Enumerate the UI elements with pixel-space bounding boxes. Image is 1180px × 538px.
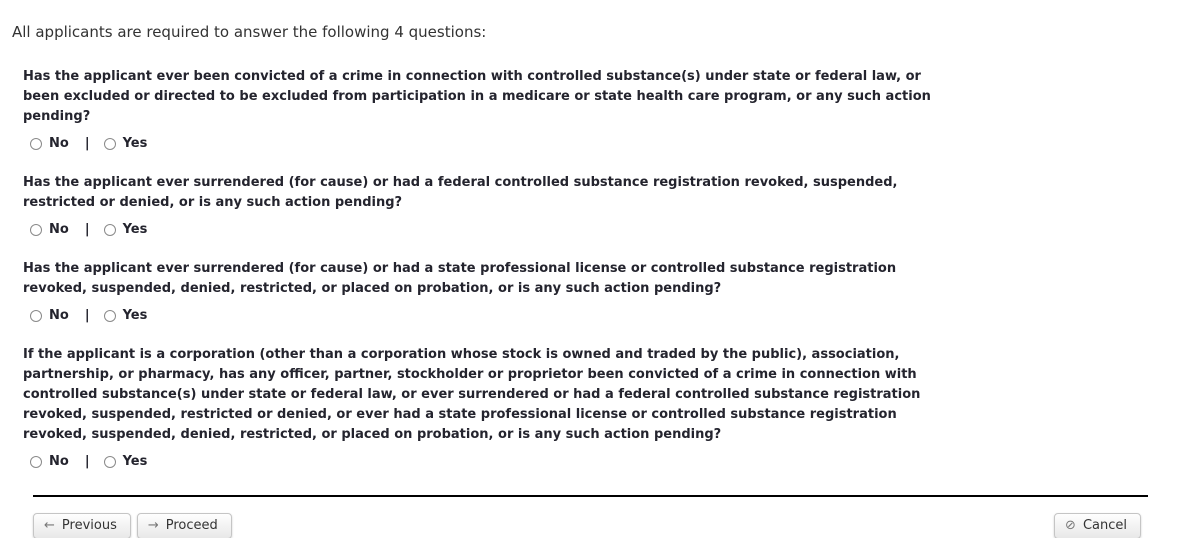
question-3-yes-radio[interactable] <box>104 310 116 322</box>
page-title: All applicants are required to answer the following 4 questions: <box>12 23 487 41</box>
question-block-1 <box>23 67 948 151</box>
question-1-yes-radio[interactable] <box>104 138 116 150</box>
question-4-no-radio[interactable] <box>30 456 42 468</box>
yes-label: Yes <box>122 308 148 323</box>
question-2-answer-row <box>30 222 948 237</box>
question-3-no-option[interactable] <box>30 308 69 323</box>
cancel-button-label: Cancel <box>1082 518 1127 533</box>
previous-button[interactable] <box>33 513 131 538</box>
option-separator: | <box>84 454 90 469</box>
yes-label: Yes <box>122 136 148 151</box>
question-text: Has the applicant ever surrendered (for cause) or had a federal controlled substance registration revoked, suspended, restricted or denied, or is any such action pending? <box>23 175 898 210</box>
question-1-yes-option[interactable] <box>104 136 148 151</box>
question-4-yes-option[interactable] <box>104 454 148 469</box>
question-block-3 <box>23 259 948 323</box>
no-label: No <box>49 454 69 469</box>
question-3-yes-option[interactable] <box>104 308 148 323</box>
question-1-no-option[interactable] <box>30 136 69 151</box>
question-4-no-option[interactable] <box>30 454 69 469</box>
option-separator: | <box>84 222 90 237</box>
question-4-answer-row <box>30 454 948 469</box>
left-arrow-icon: ← <box>44 518 55 533</box>
question-2-yes-radio[interactable] <box>104 224 116 236</box>
question-text: Has the applicant ever surrendered (for cause) or had a state professional license or controlled substance registration revoked, suspended, denied, restricted, or placed on probation, or is any such action pending? <box>23 261 897 296</box>
question-block-4 <box>23 345 948 469</box>
footer-divider <box>33 495 1148 497</box>
question-block-2 <box>23 173 948 237</box>
yes-label: Yes <box>122 222 148 237</box>
no-label: No <box>49 308 69 323</box>
proceed-button[interactable] <box>137 513 232 538</box>
question-4-yes-radio[interactable] <box>104 456 116 468</box>
question-text: Has the applicant ever been convicted of a crime in connection with controlled substance(s) under state or federal law, or been excluded or directed to be excluded from participation in a medicare or state health care program, or any such action pending? <box>23 69 931 124</box>
previous-button-label: Previous <box>61 518 117 533</box>
cancel-circle-icon: ⊘ <box>1065 518 1076 533</box>
option-separator: | <box>84 308 90 323</box>
question-2-no-option[interactable] <box>30 222 69 237</box>
right-arrow-icon: → <box>147 518 159 533</box>
question-2-no-radio[interactable] <box>30 224 42 236</box>
question-3-no-radio[interactable] <box>30 310 42 322</box>
cancel-button[interactable] <box>1054 513 1141 538</box>
questions-list <box>23 67 948 469</box>
yes-label: Yes <box>122 454 148 469</box>
footer-left-buttons <box>33 513 232 538</box>
question-1-no-radio[interactable] <box>30 138 42 150</box>
question-1-answer-row <box>30 136 948 151</box>
question-3-answer-row <box>30 308 948 323</box>
option-separator: | <box>84 136 90 151</box>
no-label: No <box>49 222 69 237</box>
no-label: No <box>49 136 69 151</box>
question-text: If the applicant is a corporation (other than a corporation whose stock is owned and traded by the public), association, partnership, or pharmacy, has any officer, partner, stockholder or proprietor been convicted of a crime in connection with controlled substance(s) under state or federal law, or ever surrendered or had a federal controlled substance registration revoked, suspended, restricted or denied, or ever had a state professional license or controlled substance registration revoked, suspended, denied, restricted, or placed on probation, or is any such action pending? <box>23 347 921 442</box>
proceed-button-label: Proceed <box>165 518 218 533</box>
question-2-yes-option[interactable] <box>104 222 148 237</box>
footer-button-bar <box>33 513 1141 538</box>
